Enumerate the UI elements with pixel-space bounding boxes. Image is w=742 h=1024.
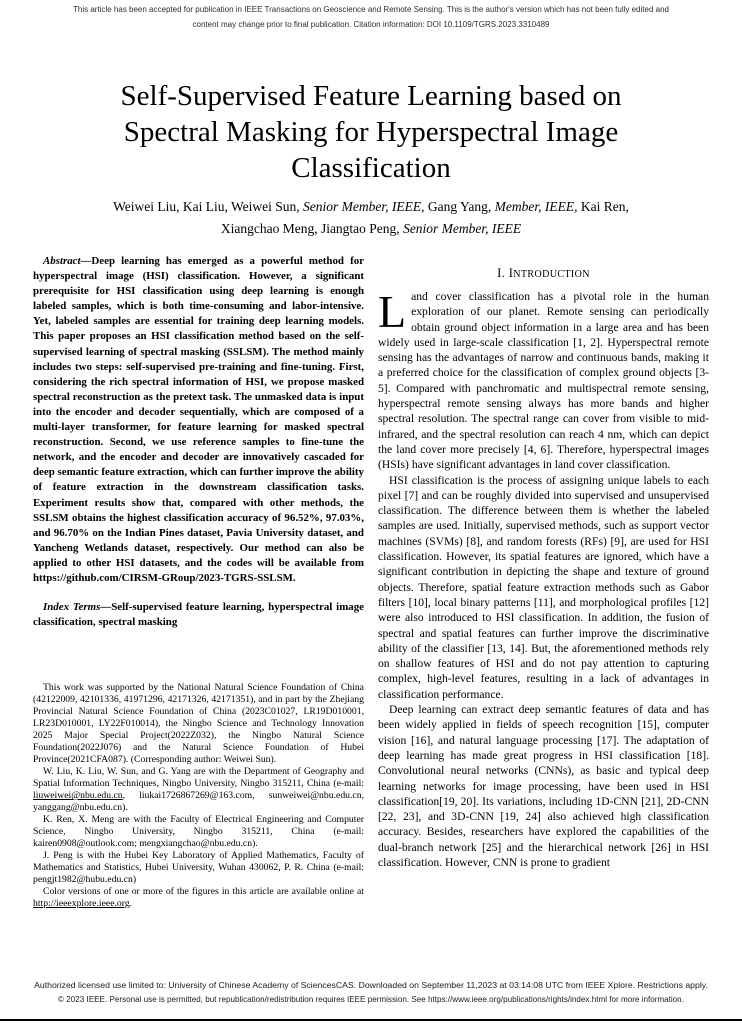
paper-title-line2: Spectral Masking for Hyperspectral Image (123, 116, 619, 148)
paper-title-line3: Classification (291, 152, 451, 184)
first-page-footnotes (33, 682, 364, 910)
affiliation-note-3: J. Peng is with the Hubei Key Laboratory of Applied Mathematics, Faculty of Mathematics and Statistics, Hubei University, Wuhan 430062, P. R. China (e-mail: pengjt1982@hubu.edu.cn) (33, 850, 364, 886)
paper-title (40, 78, 702, 186)
two-column-body (0, 254, 742, 910)
section-number: I. I (497, 266, 514, 280)
abstract-text: —Deep learning has emerged as a powerful method for hyperspectral image (HSI) classification. However, a significant prerequisite for HSI classification using deep learning is enough labeled samples, which is both time-consuming and labor-intensive. Yet, labeled samples are essential for training deep learning models. This paper proposes an HSI classification method based on the self-supervised learning of spectral masking (SSLSM). The method mainly includes two steps: self-supervised pre-training and fine-tuning. First, considering the rich spectral information of HSI, we propose masked spectral reconstruction as the pretext task. The unmasked data is input into the encoder and decoder sequentially, which are composed of a multi-layer transformer, for feature learning for masked spectral reconstruction. Second, we use reference samples to fine-tune the network, and the encoder and decoder are innovatively cascaded for deep semantic feature extraction, which can further improve the ability of feature extraction in the downstream classification tasks. Experiment results show that, compared with other methods, the SSLSM obtains the highest classification accuracy of 96.52%, 97.03%, and 96.70% on the Indian Pines dataset, Pavia University dataset, and Yancheng Wetlands dataset, respectively. Our method can also be applied to other HSI datasets, and the codes will be available from https://github.com/CIRSM-GRoup/2023-TGRS-SSLSM. (33, 255, 364, 584)
intro-paragraph-1-text: and cover classification has a pivotal role in the human exploration of our planet. Remote sensing can periodically obtain ground object information in a large area and has been widely used in large-scale classification [1, 2]. Hyperspectral remote sensing has the advantages of narrow and continuous bands, making it a preferred choice for the classification of complex ground objects [3-5]. Compared with panchromatic and multispectral remote sensing, hyperspectral remote sensing always has more bands and higher spectral resolution. The spectral range can cover from visible to mid-infrared, and the spectral resolution can reach 4 nm, which can depict the land cover more precisely [4, 6]. Therefore, hyperspectral images (HSIs) have significant advantages in land cover classification. (378, 290, 709, 472)
section-title-smallcaps: NTRODUCTION (513, 269, 590, 280)
acceptance-notice-line2: content may change prior to final publication. Citation information: DOI 10.1109/TGRS.2023.3310489 (192, 20, 550, 29)
affiliation-note-1-text: W. Liu, K. Liu, W. Sun, and G. Yang are with the Department of Geography and Spatial Information Techniques, Ningbo University, Ningbo 315211, China (e-mail: (33, 766, 364, 790)
acceptance-notice (0, 0, 742, 32)
author-membership: Member, IEEE (494, 199, 575, 214)
index-terms-text: —Self-supervised feature learning, hyperspectral image classification, spectral masking (33, 601, 364, 629)
right-column (378, 254, 709, 910)
color-versions-note (33, 886, 364, 910)
author-membership: Senior Member, IEEE (403, 221, 522, 236)
author-segment: Xiangchao Meng, Jiangtao Peng, (220, 221, 404, 236)
section-heading-introduction (378, 266, 709, 281)
abstract (33, 254, 364, 586)
drop-cap: L (378, 286, 407, 337)
license-footer (0, 978, 742, 1007)
intro-paragraph-1 (378, 286, 709, 473)
author-segment: Weiwei Liu, Kai Liu, Weiwei Sun, (113, 199, 304, 214)
affiliation-note-1 (33, 766, 364, 814)
left-column (33, 254, 364, 910)
author-line-1 (0, 196, 742, 218)
intro-paragraph-3: Deep learning can extract deep semantic features of data and has been widely applied in fields of speech recognition [15], computer vision [16], and natural language processing [17]. The adaptation of deep learning has made great progress in HSI classification [18]. Convolutional neural networks (CNNs), as basic and typical deep learning networks for image processing, have been used in HSI classification[19, 20]. Its variations, including 1D-CNN [21], 2D-CNN [22, 23], and 3D-CNN [19, 24] also achieved high classification accuracy. Besides, researchers have explored the capabilities of the dual-branch network [25] and the hierarchical network [26] in HSI classification. However, CNN is prone to gradient (378, 703, 709, 869)
paper-title-line1: Self-Supervised Feature Learning based on (120, 80, 622, 112)
ieeexplore-link[interactable]: http://ieeexplore.ieee.org (33, 898, 130, 910)
color-versions-period: . (129, 898, 133, 910)
author-membership: Senior Member, IEEE (303, 199, 422, 214)
index-terms-label: Index Terms (43, 601, 101, 614)
index-terms (33, 600, 364, 630)
license-footer-line1: Authorized licensed use limited to: University of Chinese Academy of SciencesCAS. Downloaded on September 11,2023 at 03:14:08 UTC from IEEE Xplore. Restrictions apply. (34, 980, 708, 990)
color-versions-text: Color versions of one or more of the figures in this article are available online at (43, 886, 364, 898)
affiliation-note-2: K. Ren, X. Meng are with the Faculty of Electrical Engineering and Computer Science, Ningbo University, Ningbo 315211, China (e-mail: kairen0908@outlook.com; mengxiangchao@nbu.edu.cn). (33, 814, 364, 850)
author-segment: , Gang Yang, (421, 199, 495, 214)
acceptance-notice-line1: This article has been accepted for publication in IEEE Transactions on Geoscience and Remote Sensing. This is the author's version which has not been fully edited and (73, 5, 669, 14)
intro-paragraph-2: HSI classification is the process of assigning unique labels to each pixel [7] and can be roughly divided into supervised and unsupervised classification. The difference between them is whether the labeled samples are used. Initially, supervised methods, such as support vector machines (SVMs) [8], and random forests (RFs) [9], are used for HSI classification. However, its spatial features are ignored, which have a significant contribution in depicting the shape and texture of ground objects. Therefore, spatial feature extraction methods such as Gabor filters [10], local binary patterns [11], and morphological profiles [12] were also introduced to HSI classification. In addition, the fusion of spectral and spatial features can further improve the discriminative ability of the classifier [13, 14]. But, the aforementioned methods rely on shallow features of HSI and do not pay attention to capturing complex, high-level features, resulting in a lack of advantages in classification performance. (378, 473, 709, 701)
email-link-liuweiwei[interactable]: liuweiwei@nbu.edu.cn (33, 790, 123, 802)
page-bottom-rule (0, 1019, 742, 1021)
author-list (0, 196, 742, 240)
author-line-2 (0, 218, 742, 240)
license-footer-line2: © 2023 IEEE. Personal use is permitted, but republication/redistribution requires IEEE permission. See https://www.ieee.org/publications/rights/index.html for more information. (58, 995, 684, 1004)
affiliation-note-1-rest: , liukai1726867269@163.com, sunweiwei@nbu.edu.cn, yanggang@nbu.edu.cn). (33, 790, 364, 814)
abstract-label: Abstract (43, 255, 81, 267)
author-segment: , Kai Ren, (574, 199, 629, 214)
funding-note: This work was supported by the National Natural Science Foundation of China (42122009, 42101336, 41971296, 42171326, 42171351), and in part by the Zhejiang Provincial Natural Science Foundation of China (2023C01027, LR19D010001, LR23D010001, LY22F010014), the Ningbo Science and Technology Innovation 2025 Major Special Project(2022Z032), the Ningbo Natural Science Foundation(2022J076) and the Natural Science Foundation of Hubei Province(2021CFA087). (Corresponding author: Weiwei Sun). (33, 682, 364, 766)
